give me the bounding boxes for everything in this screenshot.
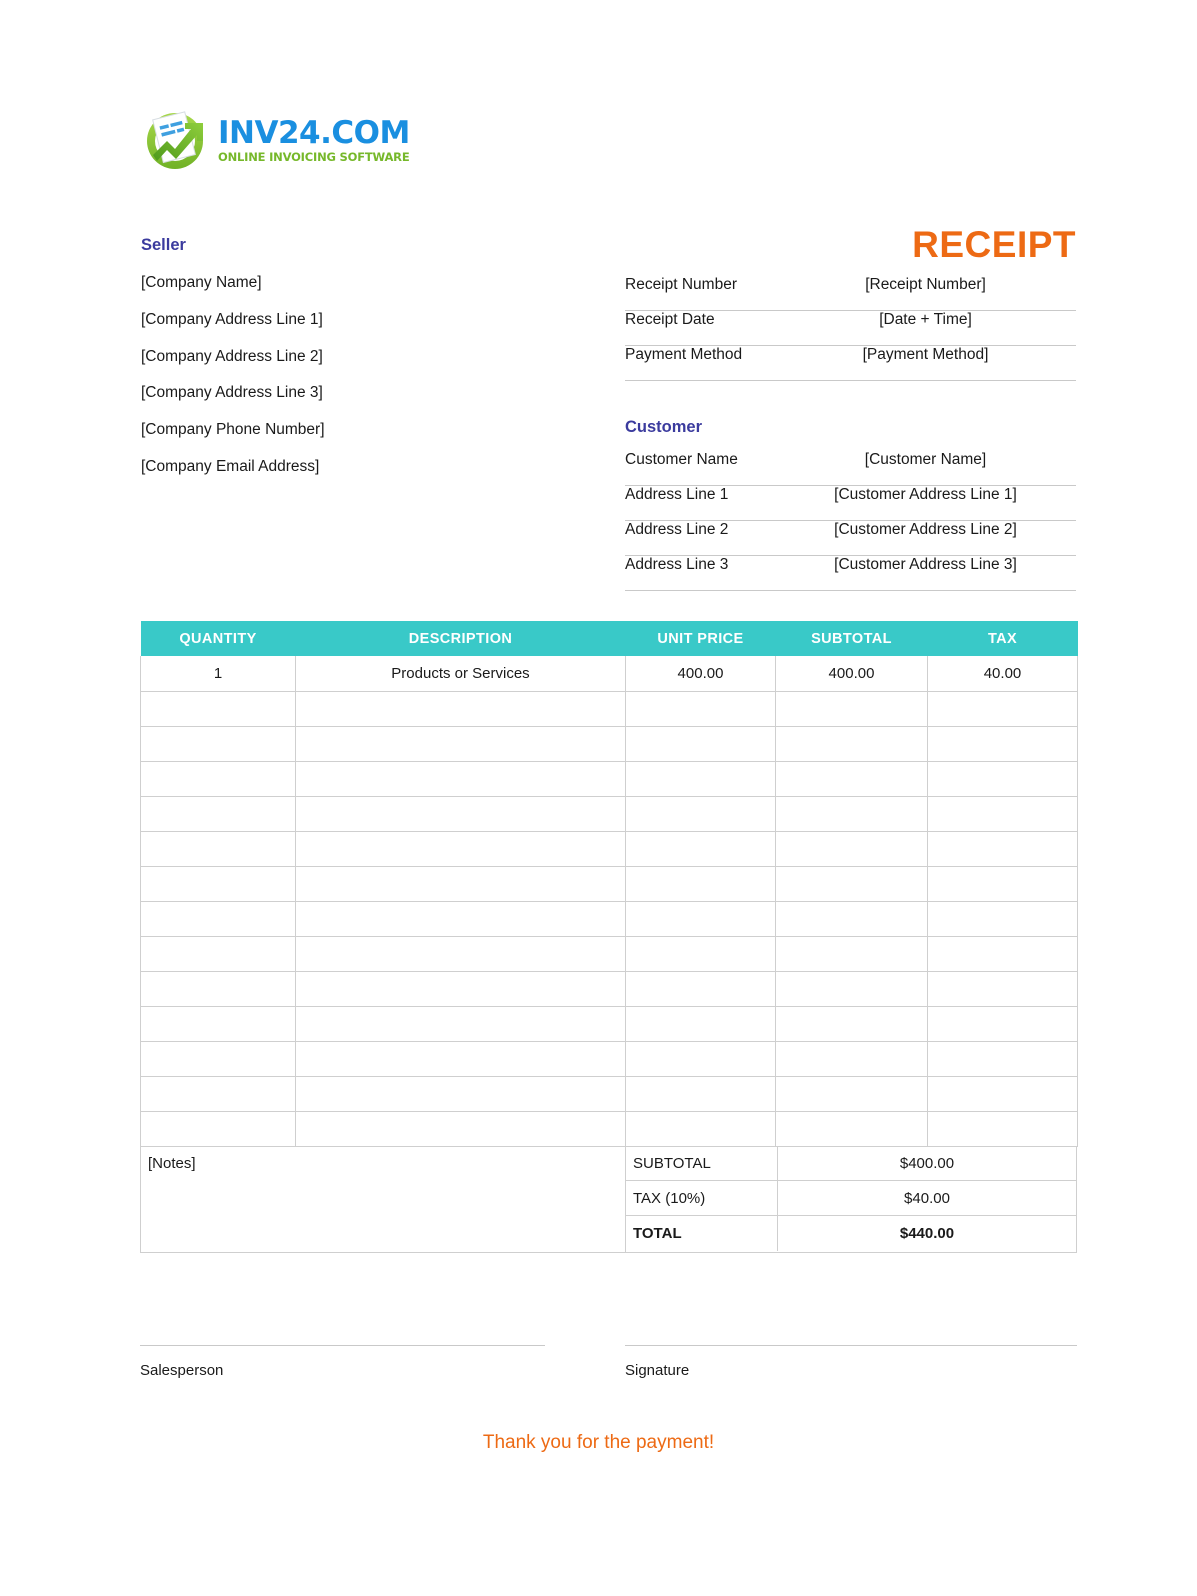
table-row[interactable] — [141, 1041, 1078, 1076]
customer-address-line-1-row — [625, 486, 1076, 521]
subtotal-row — [626, 1146, 1076, 1181]
table-row[interactable] — [141, 691, 1078, 726]
customer-address-line-2-value[interactable]: [Customer Address Line 2] — [834, 521, 1017, 538]
cell-subtotal[interactable] — [776, 691, 928, 726]
cell-quantity[interactable] — [141, 1006, 296, 1041]
receipt-date-label: Receipt Date — [625, 311, 715, 328]
cell-quantity[interactable]: 1 — [141, 656, 296, 691]
receipt-number-label: Receipt Number — [625, 276, 737, 293]
receipt-date-row — [625, 311, 1076, 346]
cell-description[interactable]: Products or Services — [296, 656, 626, 691]
table-header-row — [141, 621, 1078, 656]
cell-tax[interactable] — [928, 796, 1078, 831]
cell-description[interactable] — [296, 1041, 626, 1076]
cell-quantity[interactable] — [141, 971, 296, 1006]
cell-subtotal[interactable] — [776, 936, 928, 971]
table-row[interactable] — [141, 901, 1078, 936]
cell-description[interactable] — [296, 1111, 626, 1146]
cell-description[interactable] — [296, 831, 626, 866]
seller-section — [141, 236, 601, 495]
seller-company-name: [Company Name] — [141, 274, 262, 291]
cell-subtotal[interactable] — [776, 761, 928, 796]
cell-description[interactable] — [296, 726, 626, 761]
table-row[interactable] — [141, 656, 1078, 691]
cell-tax[interactable] — [928, 691, 1078, 726]
table-row[interactable] — [141, 1111, 1078, 1146]
seller-heading: Seller — [141, 236, 186, 254]
table-row[interactable] — [141, 1006, 1078, 1041]
invoice-document-arrow-icon — [141, 105, 209, 173]
cell-unit-price[interactable] — [626, 691, 776, 726]
cell-quantity[interactable] — [141, 1111, 296, 1146]
customer-address-line-2-row — [625, 521, 1076, 556]
cell-unit-price[interactable] — [626, 936, 776, 971]
seller-phone-number: [Company Phone Number] — [141, 421, 325, 439]
cell-quantity[interactable] — [141, 901, 296, 936]
cell-tax[interactable] — [928, 901, 1078, 936]
seller-address-line-3: [Company Address Line 3] — [141, 384, 323, 402]
cell-description[interactable] — [296, 1006, 626, 1041]
cell-quantity[interactable] — [141, 1041, 296, 1076]
payment-method-label: Payment Method — [625, 346, 743, 363]
salesperson-block — [140, 1345, 545, 1379]
customer-heading: Customer — [625, 418, 703, 436]
cell-tax[interactable] — [928, 936, 1078, 971]
table-row[interactable] — [141, 761, 1078, 796]
customer-name-label: Customer Name — [625, 451, 738, 468]
cell-unit-price[interactable] — [626, 1111, 776, 1146]
cell-description[interactable] — [296, 1076, 626, 1111]
column-header-description: DESCRIPTION — [296, 621, 626, 656]
signature-label: Signature — [625, 1362, 690, 1379]
table-row[interactable] — [141, 831, 1078, 866]
total-value: $440.00 — [899, 1225, 955, 1242]
cell-tax[interactable] — [928, 1111, 1078, 1146]
cell-unit-price[interactable] — [626, 831, 776, 866]
cell-subtotal[interactable] — [776, 796, 928, 831]
seller-address-line-1: [Company Address Line 1] — [141, 310, 323, 328]
cell-unit-price[interactable] — [626, 971, 776, 1006]
cell-subtotal[interactable] — [776, 901, 928, 936]
cell-unit-price[interactable] — [626, 796, 776, 831]
cell-subtotal[interactable] — [776, 866, 928, 901]
salesperson-signature-line[interactable] — [140, 1345, 545, 1346]
payment-method-row — [625, 346, 1076, 381]
payment-method-value[interactable]: [Payment Method] — [862, 346, 989, 363]
cell-description[interactable] — [296, 971, 626, 1006]
brand-name: INV24.COM — [218, 115, 410, 152]
cell-quantity[interactable] — [141, 761, 296, 796]
cell-unit-price[interactable]: 400.00 — [626, 656, 776, 691]
cell-tax[interactable] — [928, 726, 1078, 761]
table-row[interactable] — [141, 796, 1078, 831]
cell-subtotal[interactable] — [776, 1041, 928, 1076]
cell-tax[interactable] — [928, 831, 1078, 866]
cell-tax[interactable] — [928, 761, 1078, 796]
cell-unit-price[interactable] — [626, 901, 776, 936]
cell-description[interactable] — [296, 761, 626, 796]
cell-subtotal[interactable] — [776, 1111, 928, 1146]
customer-name-value[interactable]: [Customer Name] — [864, 451, 987, 468]
cell-quantity[interactable] — [141, 691, 296, 726]
receipt-date-value[interactable]: [Date + Time] — [879, 311, 972, 328]
receipt-number-row — [625, 276, 1076, 311]
salesperson-label: Salesperson — [140, 1362, 224, 1379]
cell-quantity[interactable] — [141, 796, 296, 831]
thank-you-message: Thank you for the payment! — [482, 1432, 715, 1453]
customer-address-line-3-value[interactable]: [Customer Address Line 3] — [834, 556, 1017, 573]
cell-description[interactable] — [296, 866, 626, 901]
customer-address-line-1-value[interactable]: [Customer Address Line 1] — [834, 486, 1017, 503]
signature-block — [625, 1345, 1077, 1379]
customer-section — [625, 451, 1076, 591]
cell-quantity[interactable] — [141, 936, 296, 971]
seller-address-line-2: [Company Address Line 2] — [141, 347, 323, 365]
column-header-quantity: QUANTITY — [141, 621, 296, 656]
signature-line[interactable] — [625, 1345, 1077, 1346]
cell-unit-price[interactable] — [626, 866, 776, 901]
receipt-number-value[interactable]: [Receipt Number] — [865, 276, 986, 293]
cell-quantity[interactable] — [141, 866, 296, 901]
notes-and-totals — [140, 1146, 1077, 1253]
line-items-body — [141, 656, 1078, 1146]
tax-label: TAX (10%) — [626, 1181, 778, 1215]
table-row[interactable] — [141, 1076, 1078, 1111]
cell-unit-price[interactable] — [626, 1041, 776, 1076]
cell-subtotal[interactable]: 400.00 — [776, 656, 928, 691]
line-items-header — [141, 621, 1078, 656]
cell-subtotal[interactable] — [776, 971, 928, 1006]
tax-row — [626, 1181, 1076, 1216]
column-header-subtotal: SUBTOTAL — [776, 621, 928, 656]
cell-description[interactable] — [296, 936, 626, 971]
total-row — [626, 1216, 1076, 1251]
table-row[interactable] — [141, 971, 1078, 1006]
seller-email-address: [Company Email Address] — [141, 458, 320, 476]
cell-tax[interactable] — [928, 971, 1078, 1006]
cell-description[interactable] — [296, 901, 626, 936]
totals-panel — [626, 1146, 1076, 1252]
table-row[interactable] — [141, 726, 1078, 761]
table-row[interactable] — [141, 866, 1078, 901]
receipt-meta-section — [625, 276, 1076, 381]
brand-tagline: ONLINE INVOICING SOFTWARE — [218, 150, 410, 165]
cell-subtotal[interactable] — [776, 831, 928, 866]
column-header-tax: TAX — [928, 621, 1078, 656]
signature-area — [140, 1345, 1077, 1379]
cell-tax[interactable] — [928, 1076, 1078, 1111]
column-header-unit-price: UNIT PRICE — [626, 621, 776, 656]
cell-subtotal[interactable] — [776, 1076, 928, 1111]
table-row[interactable] — [141, 936, 1078, 971]
brand-wordmark — [218, 114, 410, 164]
tax-value: $40.00 — [904, 1189, 950, 1207]
line-items-table — [140, 621, 1078, 1147]
cell-tax[interactable] — [928, 1041, 1078, 1076]
customer-address-line-1-label: Address Line 1 — [625, 486, 729, 503]
notes-field[interactable]: [Notes] — [141, 1146, 626, 1252]
subtotal-value: $400.00 — [899, 1154, 955, 1172]
cell-tax[interactable] — [928, 866, 1078, 901]
customer-name-row — [625, 451, 1076, 486]
cell-unit-price[interactable] — [626, 726, 776, 761]
cell-unit-price[interactable] — [626, 761, 776, 796]
customer-address-line-3-label: Address Line 3 — [625, 556, 729, 573]
customer-address-line-2-label: Address Line 2 — [625, 521, 729, 538]
cell-subtotal[interactable] — [776, 1006, 928, 1041]
cell-tax[interactable] — [928, 1006, 1078, 1041]
document-title: RECEIPT — [912, 224, 1076, 265]
customer-address-line-3-row — [625, 556, 1076, 591]
brand-logo — [141, 105, 410, 173]
cell-quantity[interactable] — [141, 831, 296, 866]
cell-quantity[interactable] — [141, 726, 296, 761]
cell-unit-price[interactable] — [626, 1006, 776, 1041]
subtotal-label: SUBTOTAL — [626, 1146, 778, 1180]
cell-description[interactable] — [296, 691, 626, 726]
total-label: TOTAL — [626, 1216, 778, 1251]
cell-tax[interactable]: 40.00 — [928, 656, 1078, 691]
cell-quantity[interactable] — [141, 1076, 296, 1111]
cell-description[interactable] — [296, 796, 626, 831]
cell-subtotal[interactable] — [776, 726, 928, 761]
cell-unit-price[interactable] — [626, 1076, 776, 1111]
